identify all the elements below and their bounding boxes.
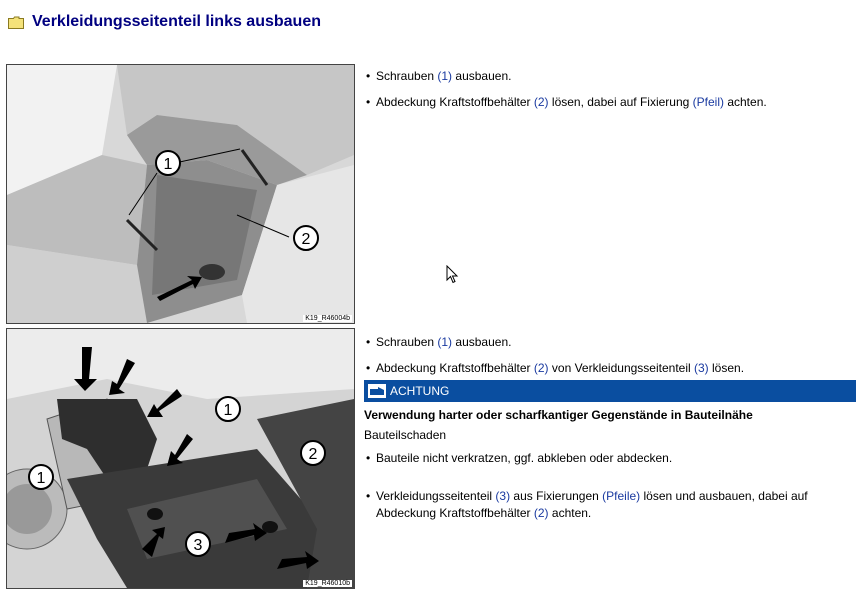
warning-bar [364,380,856,402]
step: • Schrauben (1) ausbauen. [366,69,512,83]
warning-heading: Verwendung harter oder scharfkantiger Gegenstände in Bauteilnähe [364,408,753,422]
figure-2-callout: 1 [36,470,46,487]
step: • Schrauben (1) ausbauen. [366,335,512,349]
figure-1-code: K19_R46004b [305,315,350,322]
section-1-steps [364,68,856,111]
figure-2-callout: 2 [308,446,318,463]
step: • Verkleidungsseitenteil (3) aus Fixierungen (Pfeile) lösen und ausbauen, dabei auf Abdeckung Kraftstoffbehälter (2) achten. [366,489,808,520]
pointing-hand-icon [368,384,386,398]
figure-2-callout: 1 [223,402,233,419]
mouse-cursor-icon [446,265,459,284]
figure-1-callout: 2 [301,231,311,248]
step: • Abdeckung Kraftstoffbehälter (2) von Verkleidungsseitenteil (3) lösen. [366,361,745,375]
figure-2-callout: 3 [193,537,203,554]
title-row [8,10,321,34]
section-2-steps [364,334,856,522]
figure-1 [6,64,355,324]
page-title: Verkleidungsseitenteil links ausbauen [32,13,321,30]
warning-consequence: Bauteilschaden [364,428,447,442]
step: • Abdeckung Kraftstoffbehälter (2) lösen, dabei auf Fixierung (Pfeil) achten. [366,95,767,109]
figure-2 [6,328,355,589]
figure-2-code: K19_R46010b [305,580,350,587]
warning-action: • Bauteile nicht verkratzen, ggf. abkleben oder abdecken. [366,451,673,465]
warning-label: ACHTUNG [390,384,450,398]
folder-icon [8,16,24,28]
figure-1-callout: 1 [163,156,173,173]
